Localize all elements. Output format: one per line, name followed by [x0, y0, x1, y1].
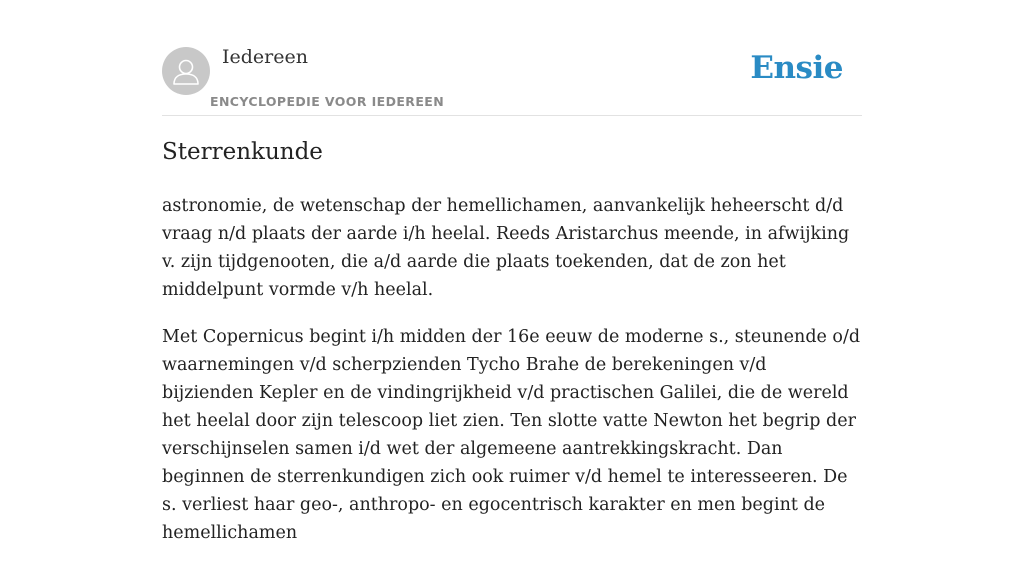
ensie-logo[interactable]: Ensie [750, 50, 843, 86]
site-tagline: ENCYCLOPEDIE VOOR IEDEREEN [210, 94, 445, 109]
article-body [162, 192, 862, 566]
avatar[interactable] [162, 47, 210, 95]
user-silhouette-icon [162, 47, 210, 95]
article-paragraph: Met Copernicus begint i/h midden der 16e eeuw de moderne s., steunende o/d waarnemingen v/d scherpzienden Tycho Brahe de berekeningen v/d bijzienden Kepler en de vindingrijkheid v/d practischen Galilei, die de wereld het heelal door zijn telescoop liet zien. Ten slotte vatte Newton het begrip der verschijnselen samen i/d wet der algemeene aantrekkingskracht. Dan beginnen de sterrenkundigen zich ook ruimer v/d hemel te interesseeren. De s. verliest haar geo-, anthropo- en egocentrisch karakter en men begint de hemellichamen [162, 327, 861, 543]
page-title: Sterrenkunde [162, 139, 323, 165]
header [162, 0, 862, 116]
page-container [162, 0, 862, 543]
author-name[interactable]: Iedereen [222, 46, 308, 68]
article-paragraph: astronomie, de wetenschap der hemellichamen, aanvankelijk heheerscht d/d vraag n/d plaats der aarde i/h heelal. Reeds Aristarchus meende, in afwijking v. zijn tijdgenooten, die a/d aarde die plaats toekenden, dat de zon het middelpunt vormde v/h heelal. [162, 196, 850, 300]
